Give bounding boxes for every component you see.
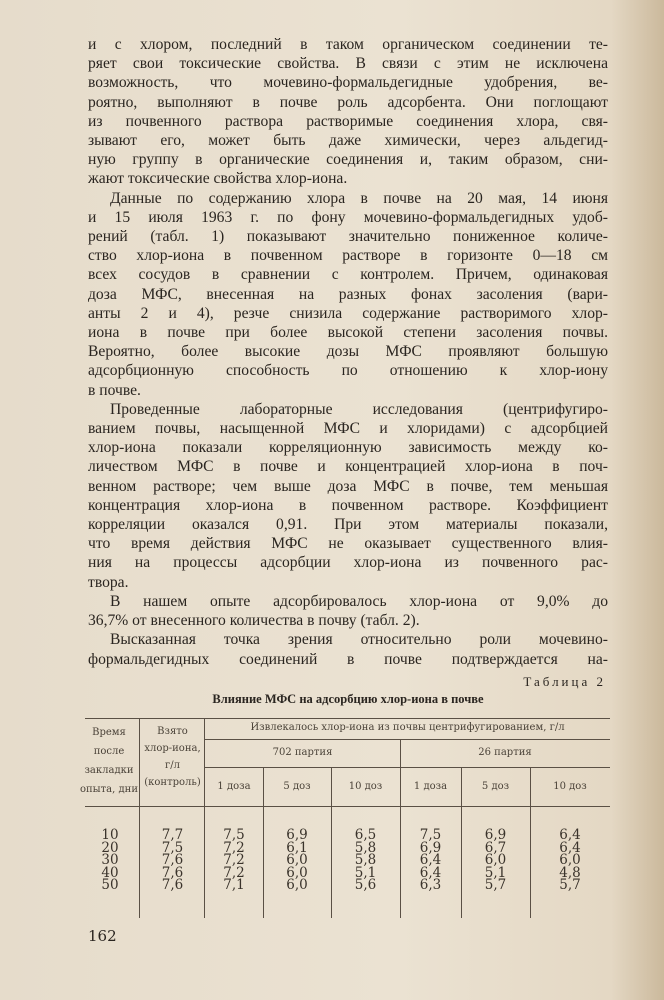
text-line: В нашем опыте адсорбировалось хлор-иона от 9,0% до xyxy=(110,592,608,610)
text-line: ство хлор-иона в почвенном растворе в горизонте 0—18 см xyxy=(88,247,608,265)
text-line: ния на процессы адсорбции хлор-иона из почвенного рас- xyxy=(88,554,608,572)
column-values xyxy=(331,829,400,892)
table-cell: 7,5 xyxy=(223,827,245,843)
text-line: что время действия МФС не оказывает существенного влия- xyxy=(88,535,608,553)
table-title: Влияние МФС на адсорбцию хлор-иона в почве xyxy=(212,692,484,706)
header-dose: 1 доза xyxy=(413,781,448,792)
header-taken xyxy=(140,723,205,791)
table-cell: 7,2 xyxy=(223,852,245,868)
text-line: из почвенного раствора растворимые соединения хлора, свя- xyxy=(88,112,608,130)
table-cell: 40 xyxy=(101,864,119,881)
text-line: Проведенные лабораторные исследования (центрифугиро- xyxy=(110,400,608,418)
table-cell: 6,3 xyxy=(419,877,442,893)
header-line: хлор-иона, xyxy=(144,743,201,754)
table-cell: 6,9 xyxy=(286,827,308,843)
table-cell: 5,7 xyxy=(484,877,507,893)
table-cell: 6,4 xyxy=(419,864,442,881)
table-cell: 7,6 xyxy=(161,864,184,881)
text-line: Вероятно, более высокие дозы МФС проявляют большую xyxy=(88,343,608,361)
header-extracted: Извлекалось хлор-иона из почвы центрифугированием, г/л xyxy=(250,722,565,733)
header-batch-702: 702 партия xyxy=(272,747,333,758)
text-line: 36,7% от внесенного количества в почву (табл. 2). xyxy=(88,612,420,630)
header-dose: 5 доз xyxy=(283,781,311,792)
table-cell: 7,2 xyxy=(223,864,245,881)
text-line: твора. xyxy=(88,573,129,591)
header-bottom-rule xyxy=(85,806,610,807)
text-line: Высказанная точка зрения относительно роли мочевино- xyxy=(110,631,608,649)
text-line: иона в почве при более высокой степени засоления почвы. xyxy=(88,324,608,342)
text-line: ванием почвы, насыщенной МФС и хлоридами) с адсорбцией xyxy=(88,420,608,438)
table-cell: 5,7 xyxy=(559,877,581,893)
text-line: ряет свои токсические свойства. В связи с этим не исключена xyxy=(88,55,608,73)
text-line: возможность, что мочевино-формальдегидные удобрения, ве- xyxy=(88,74,608,92)
text-line: личеством МФС в почве и концентрацией хлор-иона в поч- xyxy=(88,458,608,476)
table-cell: 6,0 xyxy=(286,852,308,868)
text-line: рений (табл. 1) показывают значительно пониженное количе- xyxy=(88,228,608,246)
table-cell: 5,1 xyxy=(484,864,507,881)
column-days xyxy=(80,829,140,892)
table-cell: 6,9 xyxy=(419,839,442,856)
header-rule xyxy=(205,739,610,740)
table-cell: 50 xyxy=(101,877,119,893)
table-caption: Таблица 2 xyxy=(523,674,606,689)
column-values xyxy=(140,829,205,892)
text-line: и с хлором, последний в таком органическом соединении те- xyxy=(88,36,608,53)
text-line: хлор-иона показали корреляционную зависимость между ко- xyxy=(88,439,608,457)
table-cell: 6,4 xyxy=(559,827,581,843)
header-line: после xyxy=(93,746,125,757)
body-text xyxy=(88,35,608,669)
table-cell: 4,8 xyxy=(559,864,581,881)
table-cell: 6,7 xyxy=(484,839,507,856)
text-line: формальдегидных соединений в почве подтверждается на- xyxy=(88,650,608,668)
table-cell: 7,6 xyxy=(161,852,184,868)
text-line: всех сосудов в сравнении с контролем. Причем, одинаковая xyxy=(88,266,608,284)
text-line: Данные по содержанию хлора в почве на 20 мая, 14 июня xyxy=(110,189,608,207)
header-batch-26: 26 партия xyxy=(478,747,532,758)
header-dose: 1 доза xyxy=(217,781,251,792)
table-cell: 7,2 xyxy=(223,839,245,856)
table-cell: 6,0 xyxy=(286,877,308,893)
table-cell: 5,1 xyxy=(354,864,377,881)
table-cell: 6,0 xyxy=(484,852,507,868)
header-dose: 10 доз xyxy=(553,781,587,792)
header-rule xyxy=(205,767,610,768)
text-line: концентрация хлор-иона в почвенном растворе. Коэффициент xyxy=(88,496,608,514)
header-time xyxy=(78,723,140,799)
table-cell: 7,6 xyxy=(161,877,184,893)
table-cell: 6,4 xyxy=(559,839,581,856)
header-line: опыта, дни xyxy=(80,784,138,795)
table-cell: 5,8 xyxy=(354,839,377,856)
table-cell: 6,4 xyxy=(419,852,442,868)
column-values xyxy=(461,829,530,892)
table-cell: 6,0 xyxy=(286,864,308,881)
table-cell: 6,0 xyxy=(559,852,581,868)
header-line: г/л xyxy=(165,760,180,771)
header-line: закладки xyxy=(84,765,134,776)
table-cell: 6,9 xyxy=(484,827,507,843)
table-cell: 5,8 xyxy=(354,852,377,868)
text-line: корреляции оказался 0,91. При этом материалы показали, xyxy=(88,516,608,534)
text-line: и 15 июля 1963 г. по фону мочевино-формальдегидных удоб- xyxy=(88,208,608,226)
table-cell: 6,5 xyxy=(354,827,377,843)
page-number: 162 xyxy=(88,927,117,945)
text-line: зывают его, может быть даже химически, через альдегид- xyxy=(88,132,608,150)
text-line: венном растворе; чем выше доза МФС в почве, тем меньшая xyxy=(88,477,608,495)
column-values xyxy=(400,829,461,892)
text-line: анты 2 и 4), резче снизила содержание растворимого хлор- xyxy=(88,304,608,322)
table-cell: 5,6 xyxy=(354,877,377,893)
table-cell: 7,5 xyxy=(419,827,442,843)
column-values xyxy=(205,829,263,892)
header-line: Время xyxy=(92,727,126,738)
header-dose: 10 доз xyxy=(348,781,383,792)
table-cell: 6,1 xyxy=(286,839,308,856)
text-line: в почве. xyxy=(88,381,141,399)
text-line: роятно, выполняют в почве роль адсорбента. Они поглощают xyxy=(88,93,608,111)
table-cell: 30 xyxy=(101,852,119,868)
text-line: ную группу в органические соединения и, таким образом, сни- xyxy=(88,151,608,169)
text-line: жают токсические свойства хлор-иона. xyxy=(88,170,348,188)
text-line: адсорбционную способность по отношению к хлор-иону xyxy=(88,362,608,380)
table-cell: 7,7 xyxy=(161,827,184,843)
table-cell: 7,5 xyxy=(161,839,184,856)
header-line: (контроль) xyxy=(144,777,201,788)
header-line: Взято xyxy=(157,726,188,737)
header-dose: 5 доз xyxy=(481,781,510,792)
column-values xyxy=(530,829,610,892)
text-line: доза МФС, внесенная на разных фонах засоления (вари- xyxy=(88,285,608,303)
column-values xyxy=(263,829,331,892)
table-cell: 20 xyxy=(101,839,119,856)
table-cell: 7,1 xyxy=(223,877,245,893)
table-cell: 10 xyxy=(101,827,119,843)
